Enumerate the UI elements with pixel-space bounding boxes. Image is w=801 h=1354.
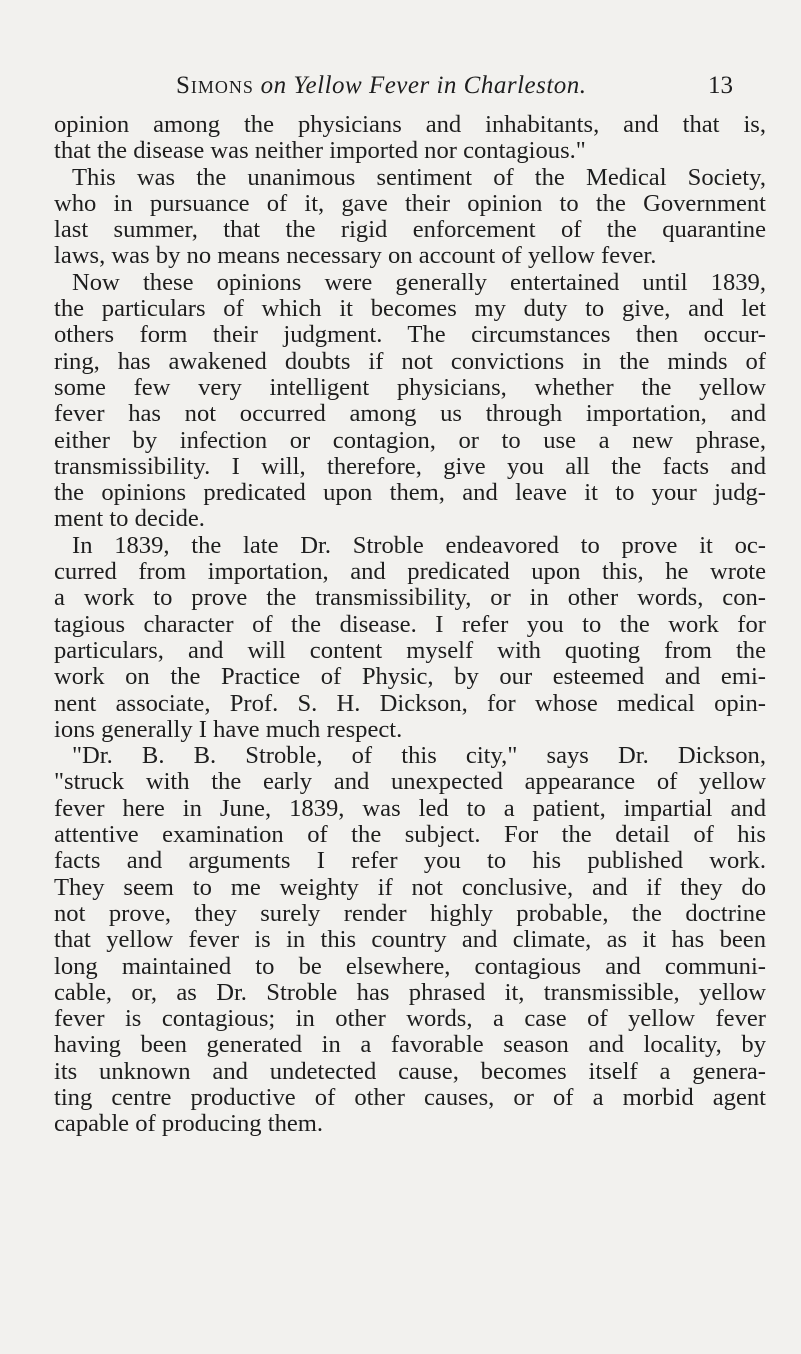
text-line: In 1839, the late Dr. Stroble endeavored to prove it oc-	[72, 531, 766, 559]
text-line: particulars, and will content myself with quoting from the	[54, 636, 766, 664]
text-line: who in pursuance of it, gave their opinion to the Government	[54, 189, 766, 217]
text-line: ting centre productive of other causes, or of a morbid agent	[54, 1083, 766, 1111]
running-title	[176, 72, 587, 100]
text-line: facts and arguments I refer you to his published work.	[54, 847, 766, 875]
body-text	[54, 112, 766, 1138]
text-line: others form their judgment. The circumstances then occur-	[54, 321, 766, 349]
text-line: work on the Practice of Physic, by our esteemed and emi-	[54, 663, 766, 691]
text-line: a work to prove the transmissibility, or in other words, con-	[54, 584, 766, 612]
text-line: This was the unanimous sentiment of the Medical Society,	[72, 163, 766, 191]
text-line: the opinions predicated upon them, and leave it to your judg-	[54, 479, 766, 507]
running-title-connector: on	[260, 72, 294, 99]
text-line: opinion among the physicians and inhabitants, and that is,	[54, 111, 766, 138]
text-line: cable, or, as Dr. Stroble has phrased it, transmissible, yellow	[54, 978, 766, 1006]
text-line: curred from importation, and predicated upon this, he wrote	[54, 558, 766, 586]
text-line: Now these opinions were generally entertained until 1839,	[72, 268, 766, 296]
text-line: "struck with the early and unexpected appearance of yellow	[54, 768, 766, 796]
text-line: tagious character of the disease. I refer you to the work for	[54, 610, 766, 638]
text-line: "Dr. B. B. Stroble, of this city," says Dr. Dickson,	[72, 742, 766, 770]
text-line: that yellow fever is in this country and climate, as it has been	[54, 926, 766, 954]
running-head	[0, 72, 801, 102]
text-line: not prove, they surely render highly probable, the doctrine	[54, 899, 766, 927]
text-line: the particulars of which it becomes my duty to give, and let	[54, 295, 766, 323]
running-title-author: Simons	[176, 72, 254, 99]
text-line: They seem to me weighty if not conclusive, and if they do	[54, 873, 766, 901]
text-line: ring, has awakened doubts if not convictions in the minds of	[54, 347, 766, 375]
page-number: 13	[708, 72, 733, 99]
text-line: transmissibility. I will, therefore, give you all the facts and	[54, 452, 766, 480]
text-line: its unknown and undetected cause, becomes itself a genera-	[54, 1057, 766, 1085]
text-line: having been generated in a favorable season and locality, by	[54, 1031, 766, 1059]
text-line: fever is contagious; in other words, a case of yellow fever	[54, 1005, 766, 1033]
running-title-text: Yellow Fever in Charleston.	[293, 72, 587, 99]
text-line: laws, was by no means necessary on account of yellow fever.	[54, 242, 657, 270]
text-line: long maintained to be elsewhere, contagious and communi-	[54, 952, 766, 980]
text-line: either by infection or contagion, or to use a new phrase,	[54, 426, 766, 454]
text-line: ions generally I have much respect.	[54, 715, 403, 743]
text-line: some few very intelligent physicians, whether the yellow	[54, 373, 766, 401]
text-line: capable of producing them.	[54, 1110, 324, 1138]
text-line: last summer, that the rigid enforcement of the quarantine	[54, 216, 766, 244]
text-line: nent associate, Prof. S. H. Dickson, for whose medical opin-	[54, 689, 766, 717]
text-line: fever has not occurred among us through importation, and	[54, 400, 766, 428]
text-line: fever here in June, 1839, was led to a patient, impartial and	[54, 794, 766, 822]
text-line: that the disease was neither imported nor contagious."	[54, 137, 586, 165]
text-line: attentive examination of the subject. For the detail of his	[54, 821, 766, 849]
text-line: ment to decide.	[54, 505, 205, 533]
